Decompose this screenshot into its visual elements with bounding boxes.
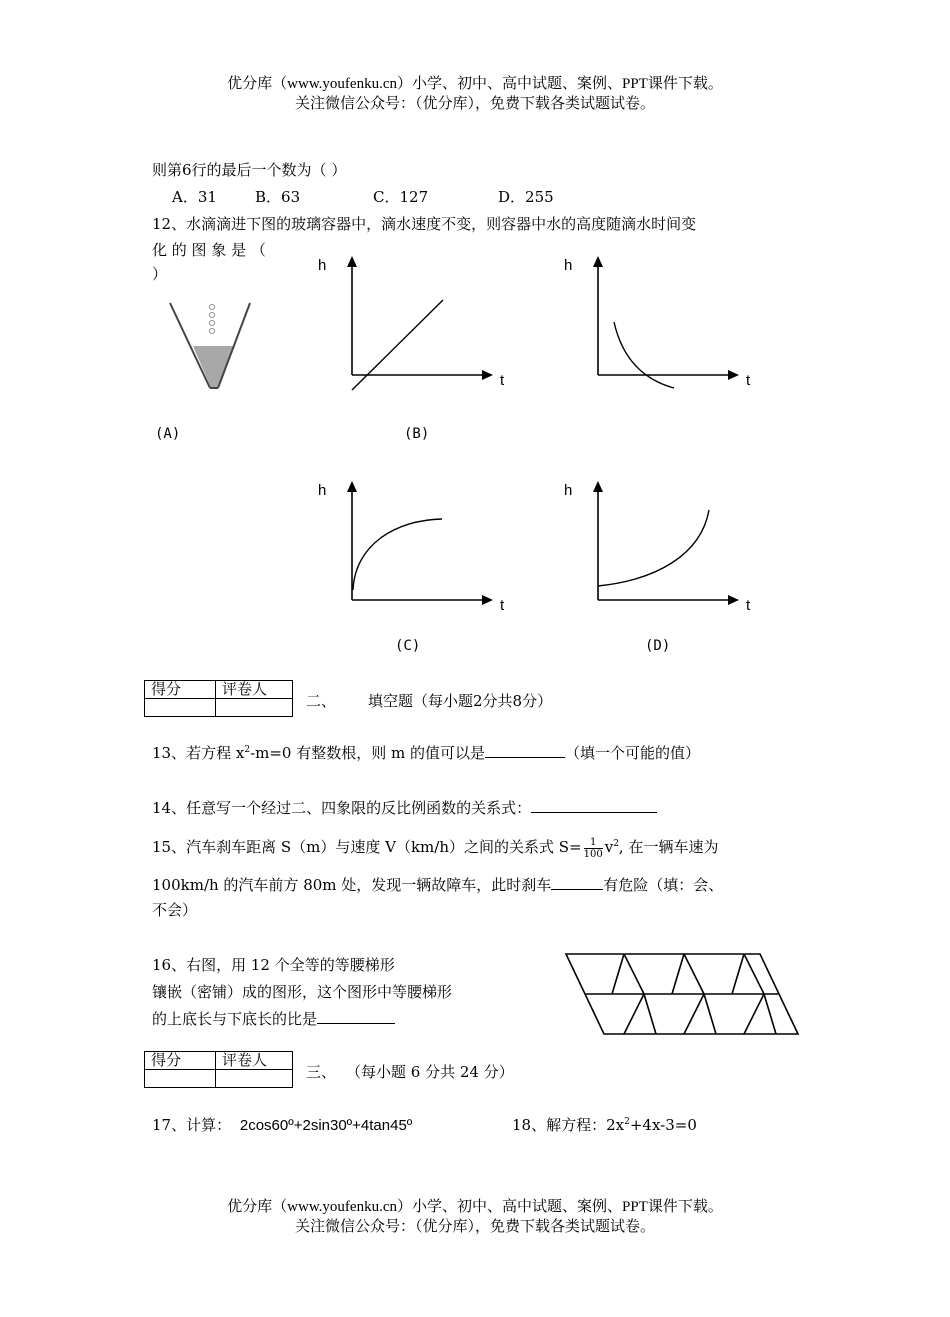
q15-line2a: 100km/h 的汽车前方 80m 处，发现一辆故障车，此时刹车 xyxy=(152,876,552,894)
graph-a xyxy=(556,250,766,400)
q11-option-a: A．31 xyxy=(172,188,217,206)
q16-text: 的上底长与下底长的比是 xyxy=(152,1010,318,1028)
q13-suffix: -m=0 有整数根，则 m 的值可以是 xyxy=(250,744,485,762)
label-a: (A) xyxy=(155,426,181,442)
q15-line-2 xyxy=(152,874,723,895)
header-line-1: 优分库（www.youfenku.cn）小学、初中、高中试题、案例、PPT课件下载。 xyxy=(227,76,723,92)
q16-line-1: 16、右图，用 12 个全等的等腰梯形 xyxy=(152,956,395,974)
q14 xyxy=(152,797,657,818)
q17-expression: 2cos60º+2sin30º+4tan45º xyxy=(239,1117,413,1134)
q15-var: v xyxy=(604,838,614,856)
header-line-2: 关注微信公众号：（优分库），免费下载各类试题试卷。 xyxy=(294,96,655,112)
q13-exponent: 2 xyxy=(244,745,251,755)
q18 xyxy=(512,1114,697,1135)
q15-suffix: , 在一辆车速为 xyxy=(618,838,719,856)
axis-t-label: t xyxy=(500,372,505,389)
q11-option-d: D．255 xyxy=(498,188,554,206)
q14-text: 14、任意写一个经过二、四象限的反比例函数的关系式： xyxy=(152,799,532,817)
q15-answer-blank[interactable] xyxy=(551,889,603,890)
label-b: (B) xyxy=(404,426,430,442)
graph-c xyxy=(310,475,520,625)
q11-option-c: C．127 xyxy=(373,188,429,206)
q13 xyxy=(152,742,700,763)
axis-h-label: h xyxy=(318,257,327,274)
label-c: (C) xyxy=(395,638,421,654)
label-d: (D) xyxy=(645,638,671,654)
water-drop-icon xyxy=(209,312,214,317)
section-2-number: 二、 xyxy=(306,692,337,710)
water-drop-icon xyxy=(209,304,214,309)
axis-t-label: t xyxy=(746,597,751,614)
q15-line-1 xyxy=(152,832,718,860)
q16-line-2: 镶嵌（密铺）成的图形，这个图形中等腰梯形 xyxy=(152,983,453,1001)
q15-frac-den: 100 xyxy=(583,848,603,860)
concave-curve xyxy=(353,519,442,590)
q18-prefix: 18、解方程：2x xyxy=(512,1116,625,1134)
q13-answer-blank[interactable] xyxy=(485,757,565,758)
q18-suffix: +4x-3=0 xyxy=(629,1116,697,1134)
axis-h-label: h xyxy=(564,257,573,274)
section-2-title: 填空题（每小题2分共8分） xyxy=(368,692,553,710)
glass-container-figure xyxy=(165,298,255,393)
q11-option-b: B．63 xyxy=(255,188,301,206)
q15-fraction xyxy=(584,837,603,860)
q15-frac-num: 1 xyxy=(584,837,603,849)
score-cell[interactable] xyxy=(145,1070,216,1088)
q15-line-3: 不会） xyxy=(152,901,198,919)
section-3-title: （每小题 6 分共 24 分） xyxy=(346,1063,514,1081)
score-table-section-2 xyxy=(144,680,293,717)
grader-cell[interactable] xyxy=(216,1070,293,1088)
footer-line-2: 关注微信公众号：（优分库），免费下载各类试题试卷。 xyxy=(294,1219,655,1235)
axis-h-label: h xyxy=(318,482,327,499)
water-drop-icon xyxy=(209,320,214,325)
q12-line-2: 化 的 图 象 是 （ xyxy=(152,241,266,259)
axis-h-label: h xyxy=(564,482,573,499)
section-3-number: 三、 xyxy=(306,1063,337,1081)
q12-line-3: ） xyxy=(152,265,168,283)
q17 xyxy=(152,1114,412,1135)
convex-curve xyxy=(598,510,709,586)
score-cell[interactable] xyxy=(145,699,216,717)
graph-d xyxy=(556,475,766,625)
q12-line-1: 12、水滴滴进下图的玻璃容器中，滴水速度不变，则容器中水的高度随滴水时间变 xyxy=(152,215,697,233)
q16-answer-blank[interactable] xyxy=(317,1023,395,1024)
grader-header: 评卷人 xyxy=(216,1052,293,1070)
trapezoid-tessellation-figure xyxy=(560,950,800,1038)
decreasing-curve xyxy=(614,322,674,388)
water-drop-icon xyxy=(209,328,214,333)
q16-line-3 xyxy=(152,1008,395,1029)
score-table-section-3 xyxy=(144,1051,293,1088)
q15-prefix: 15、汽车刹车距离 S（m）与速度 V（km/h）之间的关系式 S= xyxy=(152,838,582,856)
score-header: 得分 xyxy=(145,681,216,699)
q14-answer-blank[interactable] xyxy=(531,812,657,813)
q13-after: （填一个可能的值） xyxy=(565,744,701,762)
q15-exponent: 2 xyxy=(613,839,619,849)
q11-stem: 则第6行的最后一个数为（ ） xyxy=(152,161,347,179)
grader-header: 评卷人 xyxy=(216,681,293,699)
score-header: 得分 xyxy=(145,1052,216,1070)
q17-label: 17、计算： xyxy=(152,1116,232,1134)
linear-curve xyxy=(352,300,443,390)
q18-exponent: 2 xyxy=(624,1117,630,1127)
axis-t-label: t xyxy=(500,597,505,614)
axis-t-label: t xyxy=(746,372,751,389)
q13-prefix: 13、若方程 x xyxy=(152,744,245,762)
footer-line-1: 优分库（www.youfenku.cn）小学、初中、高中试题、案例、PPT课件下载。 xyxy=(227,1199,723,1215)
q15-line2b: 有危险（填：会、 xyxy=(603,876,724,894)
grader-cell[interactable] xyxy=(216,699,293,717)
graph-b xyxy=(310,250,520,400)
